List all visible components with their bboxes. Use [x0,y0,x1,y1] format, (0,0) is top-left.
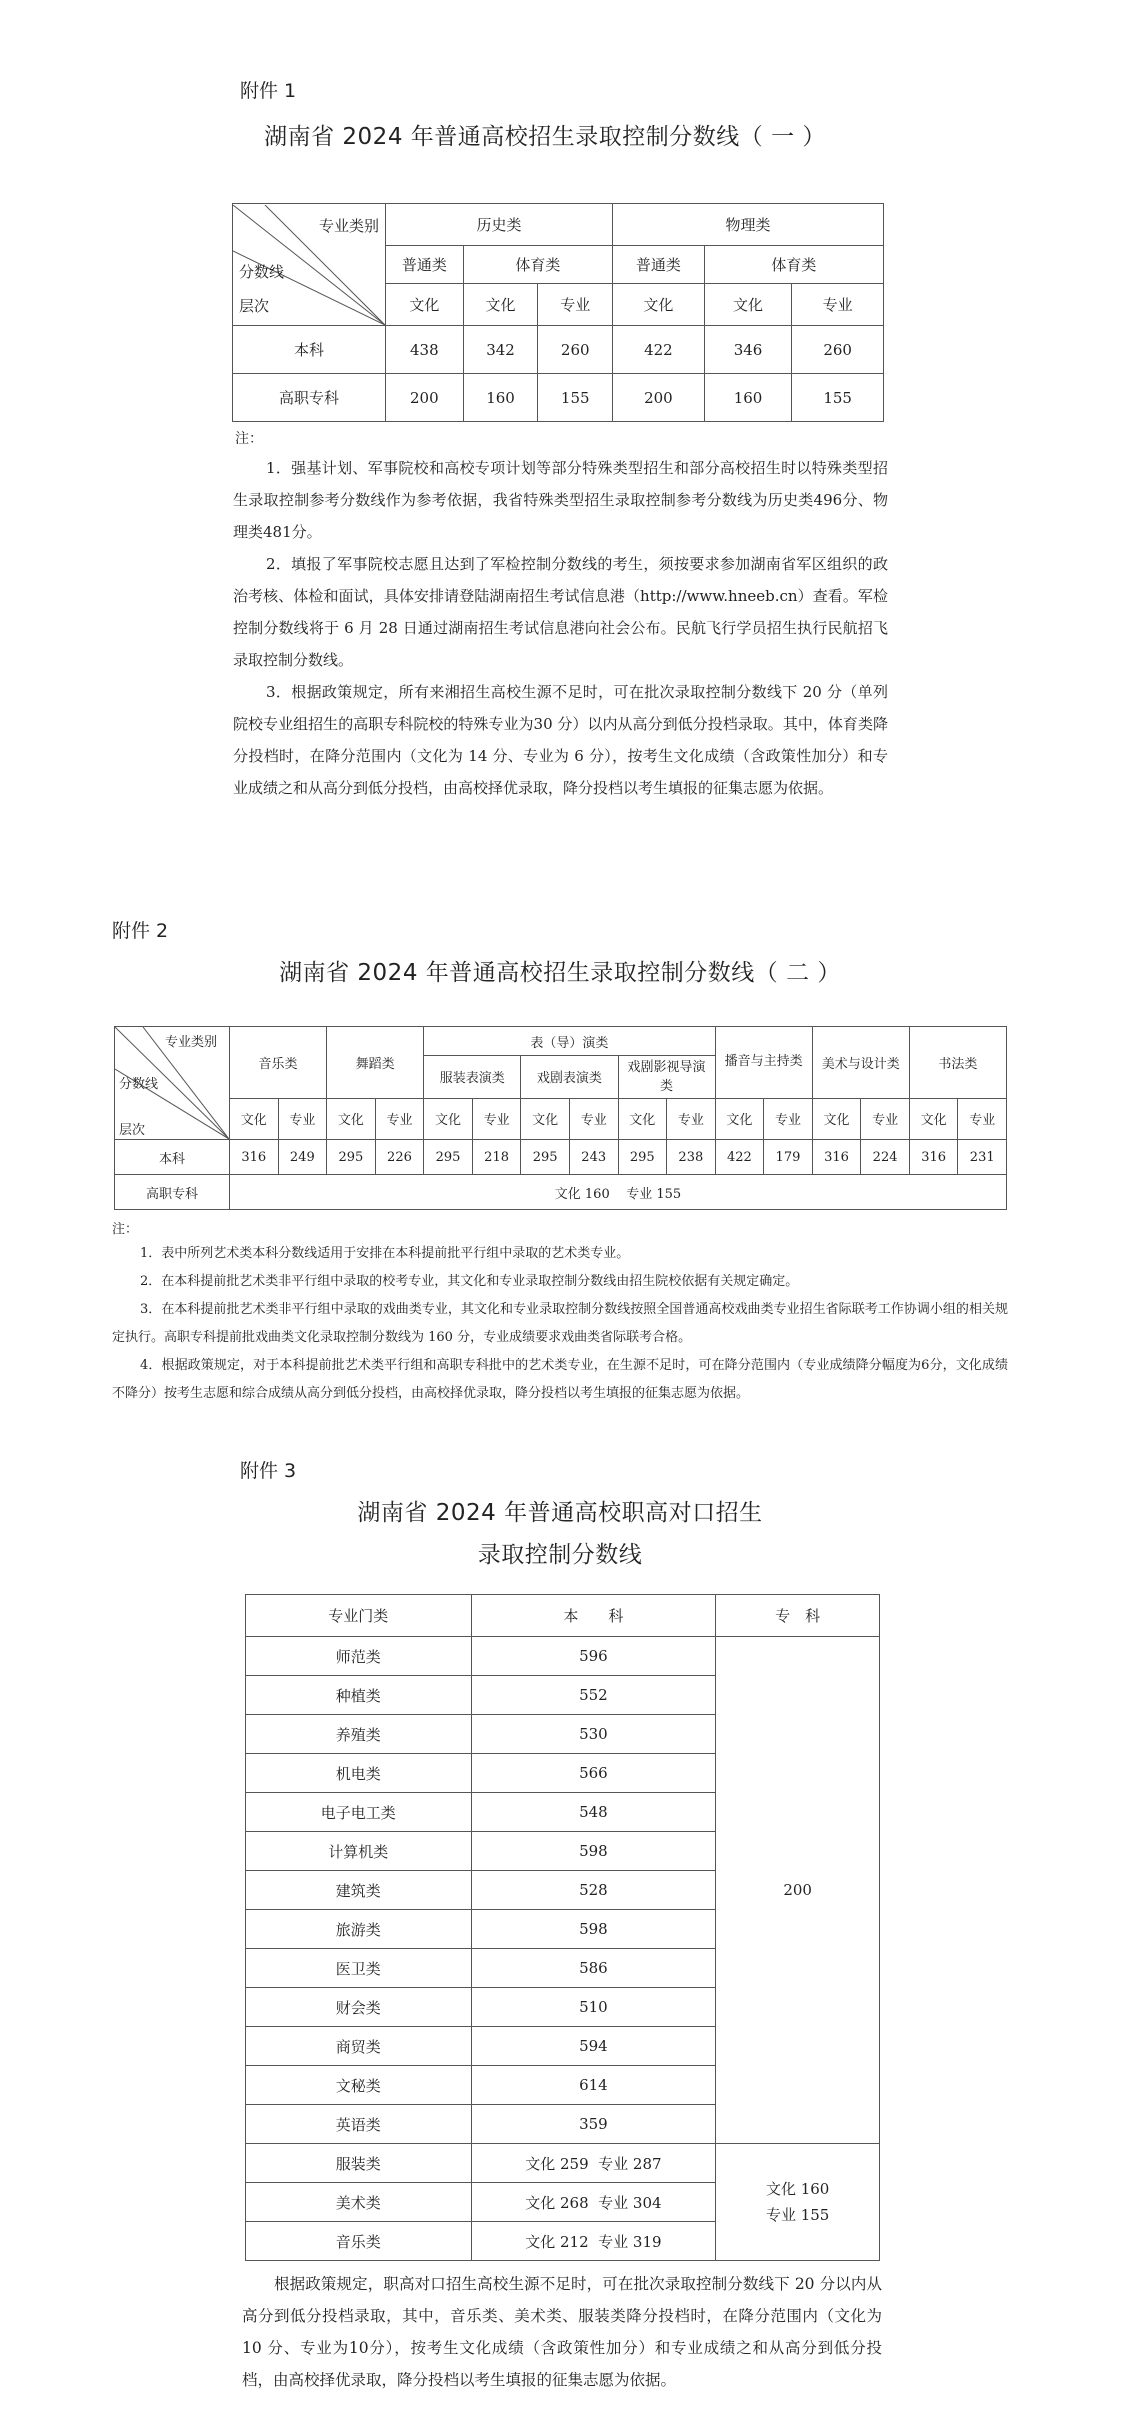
score-cell: 346 [704,326,792,374]
row-label: 本科 [233,326,386,374]
row-label: 医卫类 [246,1949,472,1988]
attachment-3-label: 附件 3 [240,1460,297,1482]
header-tiyu: 体育类 [704,246,883,284]
attachment-1-label: 附件 1 [240,80,297,102]
score-table-3 [245,1594,880,2261]
row-label: 师范类 [246,1637,472,1676]
header-drama: 戏剧表演类 [521,1056,618,1098]
header-wenhua: 文化 [812,1098,861,1139]
corner-label-score: 分数线 [239,262,285,281]
header-wenhua: 文化 [909,1098,958,1139]
note-item: 1．表中所列艺术类本科分数线适用于安排在本科提前批平行组中录取的艺术类专业。 [140,1246,630,1261]
header-zhuanye: 专业 [667,1098,716,1139]
note-item: 2．在本科提前批艺术类非平行组中录取的校考专业，其文化和专业录取控制分数线由招生院校依据有关规定确定。 [140,1274,799,1289]
header-zhuanye: 专业 [792,284,884,326]
score-cell: 295 [424,1140,473,1175]
score-cell: 422 [715,1140,764,1175]
note-label-1: 注： [235,431,263,447]
header-tiyu: 体育类 [463,246,612,284]
attachment-3-title-line2: 录取控制分数线 [477,1542,643,1568]
header-music: 音乐类 [230,1027,327,1099]
header-zhuanye: 专业 [278,1098,327,1139]
score-cell: 530 [471,1715,716,1754]
header-physics: 物理类 [613,204,884,246]
row-label: 高职专科 [115,1175,230,1210]
score-cell: 438 [386,326,464,374]
score-cell: 224 [861,1140,910,1175]
header-dance: 舞蹈类 [327,1027,424,1099]
header-wenhua: 文化 [704,284,792,326]
row-label: 文秘类 [246,2066,472,2105]
header-broadcast: 播音与主持类 [715,1027,812,1099]
score-cell: 316 [812,1140,861,1175]
attachment-2-label: 附件 2 [112,920,169,942]
score-cell: 文化 160 专业 155 [230,1175,1007,1210]
art-zhuanke-score [716,2144,880,2261]
header-wenhua: 文化 [618,1098,667,1139]
score-cell: 359 [471,2105,716,2144]
corner-label-level: 层次 [239,296,270,315]
corner-label-category: 专业类别 [165,1035,218,1050]
score-cell: 566 [471,1754,716,1793]
row-label: 英语类 [246,2105,472,2144]
score-cell: 422 [613,326,705,374]
row-label: 计算机类 [246,1832,472,1871]
score-cell: 249 [278,1140,327,1175]
note-item: 3．在本科提前批艺术类非平行组中录取的戏曲类专业，其文化和专业录取控制分数线按照全国普通高校戏曲类专业招生省际联考工作协调小组的相关规定执行。高职专科提前批戏曲类文化录取控制分数线为 160 分，专业成绩要求戏曲类省际联考合格。 [112,1302,1008,1345]
notes-2 [112,1240,1008,1408]
score-cell: 596 [471,1637,716,1676]
score-cell: 231 [958,1140,1007,1175]
header-putong: 普通类 [386,246,464,284]
row-label: 本科 [115,1140,230,1175]
header-wenhua: 文化 [386,284,464,326]
row-label: 财会类 [246,1988,472,2027]
header-zhuanye: 专业 [472,1098,521,1139]
header-zhuanye: 专业 [861,1098,910,1139]
score-cell: 238 [667,1140,716,1175]
score-cell: 598 [471,1832,716,1871]
table-row [246,2144,880,2183]
score-cell: 260 [538,326,613,374]
header-fashion-show: 服装表演类 [424,1056,521,1098]
score-cell: 200 [386,374,464,422]
row-label: 电子电工类 [246,1793,472,1832]
row-label: 服装类 [246,2144,472,2183]
score-cell: 528 [471,1871,716,1910]
row-label: 机电类 [246,1754,472,1793]
score-cell: 295 [327,1140,376,1175]
note-3: 根据政策规定，职高对口招生高校生源不足时，可在批次录取控制分数线下 20 分以内从高分到低分投档录取，其中，音乐类、美术类、服装类降分投档时，在降分范围内（文化为 10 分、专业为10分），按考生文化成绩（含政策性加分）和专业成绩之和从高分到低分投档，由高校择优录取，降分投档以考生填报的征集志愿为依据。 [242,2275,882,2389]
header-performance: 表（导）演类 [424,1027,715,1056]
corner-label-category: 专业类别 [319,216,380,235]
score-cell: 316 [909,1140,958,1175]
score-cell: 510 [471,1988,716,2027]
header-benke: 本 科 [471,1595,716,1637]
header-zhuanye: 专业 [958,1098,1007,1139]
header-calligraphy: 书法类 [909,1027,1006,1099]
score-cell: 552 [471,1676,716,1715]
score-cell: 295 [618,1140,667,1175]
note-item: 1．强基计划、军事院校和高校专项计划等部分特殊类型招生和部分高校招生时以特殊类型招生录取控制参考分数线作为参考依据，我省特殊类型招生录取控制参考分数线为历史类496分、物理类481分。 [233,459,888,541]
score-cell: 179 [764,1140,813,1175]
row-label: 音乐类 [246,2222,472,2261]
score-table-2 [114,1026,1007,1210]
row-label: 商贸类 [246,2027,472,2066]
score-cell: 文化 212 专业 319 [471,2222,716,2261]
corner-label-score: 分数线 [119,1077,159,1092]
table-row [233,326,884,374]
table-row [233,374,884,422]
header-wenhua: 文化 [715,1098,764,1139]
table-row [115,1140,1007,1175]
header-wenhua: 文化 [521,1098,570,1139]
art-zhuanke-wenhua: 文化 160 [765,2180,830,2198]
row-label: 高职专科 [233,374,386,422]
score-cell: 文化 259 专业 287 [471,2144,716,2183]
score-cell: 226 [375,1140,424,1175]
note-item: 3．根据政策规定，所有来湘招生高校生源不足时，可在批次录取控制分数线下 20 分（单列院校专业组招生的高职专科院校的特殊专业为30 分）以内从高分到低分投档录取。其中，体育类降分投档时，在降分范围内（文化为 14 分、专业为 6 分），按考生文化成绩（含政策性加分）和专业成绩之和从高分到低分投档，由高校择优录取，降分投档以考生填报的征集志愿为依据。 [233,683,888,797]
art-zhuanke-zhuanye: 专业 155 [765,2206,830,2224]
score-cell: 614 [471,2066,716,2105]
score-cell: 155 [792,374,884,422]
attachment-2-title: 湖南省 2024 年普通高校招生录取控制分数线（ 二 ） [279,960,841,986]
score-cell: 243 [569,1140,618,1175]
score-cell: 594 [471,2027,716,2066]
header-wenhua: 文化 [230,1098,279,1139]
row-label: 美术类 [246,2183,472,2222]
row-label: 养殖类 [246,1715,472,1754]
zhuanke-score: 200 [716,1637,880,2144]
score-cell: 文化 268 专业 304 [471,2183,716,2222]
corner-label-level: 层次 [119,1123,146,1138]
corner-cell [233,204,386,326]
score-table-1 [232,203,884,422]
attachment-3-title-line1: 湖南省 2024 年普通高校职高对口招生 [357,1500,763,1526]
header-art-design: 美术与设计类 [812,1027,909,1099]
score-cell: 586 [471,1949,716,1988]
header-wenhua: 文化 [327,1098,376,1139]
header-wenhua: 文化 [463,284,538,326]
note-label-2: 注： [112,1222,139,1237]
header-zhuanye: 专业 [375,1098,424,1139]
attachment-1-title: 湖南省 2024 年普通高校招生录取控制分数线（ 一 ） [264,124,826,150]
table-row [246,1637,880,1676]
score-cell: 548 [471,1793,716,1832]
header-wenhua: 文化 [613,284,705,326]
row-label: 种植类 [246,1676,472,1715]
score-cell: 218 [472,1140,521,1175]
header-category: 专业门类 [246,1595,472,1637]
header-wenhua: 文化 [424,1098,473,1139]
score-cell: 160 [704,374,792,422]
score-cell: 316 [230,1140,279,1175]
score-cell: 160 [463,374,538,422]
score-cell: 155 [538,374,613,422]
note-item: 2．填报了军事院校志愿且达到了军检控制分数线的考生，须按要求参加湖南省军区组织的政治考核、体检和面试，具体安排请登陆湖南招生考试信息港（http://www.hneeb.cn）查看。军检控制分数线将于 6 月 28 日通过湖南招生考试信息港向社会公布。民航飞行学员招生执行民航招飞录取控制分数线。 [233,555,888,669]
corner-cell [115,1027,230,1140]
notes-1 [233,452,888,804]
score-cell: 200 [613,374,705,422]
header-zhuanye: 专业 [764,1098,813,1139]
score-cell: 260 [792,326,884,374]
header-directing: 戏剧影视导演类 [618,1056,715,1098]
row-label: 建筑类 [246,1871,472,1910]
header-history: 历史类 [386,204,613,246]
note-item: 4．根据政策规定，对于本科提前批艺术类平行组和高职专科批中的艺术类专业，在生源不足时，可在降分范围内（专业成绩降分幅度为6分，文化成绩不降分）按考生志愿和综合成绩从高分到低分投档，由高校择优录取，降分投档以考生填报的征集志愿为依据。 [112,1358,1008,1401]
score-cell: 295 [521,1140,570,1175]
header-zhuanye: 专业 [538,284,613,326]
header-putong: 普通类 [613,246,705,284]
header-zhuanye: 专业 [569,1098,618,1139]
table-row [115,1175,1007,1210]
row-label: 旅游类 [246,1910,472,1949]
header-zhuanke: 专 科 [716,1595,880,1637]
score-cell: 342 [463,326,538,374]
score-cell: 598 [471,1910,716,1949]
